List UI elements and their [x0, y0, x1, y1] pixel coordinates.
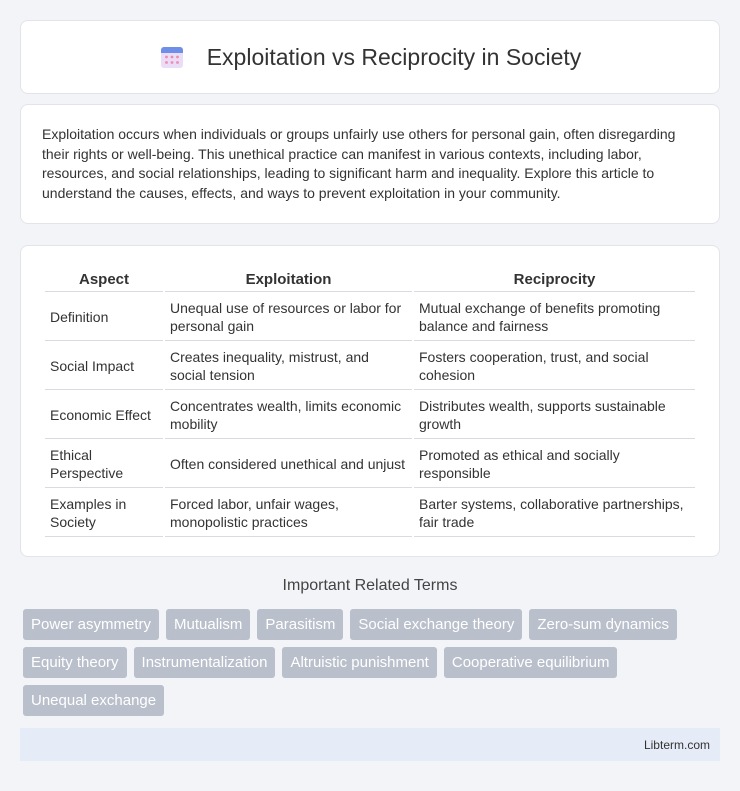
- table-row: [45, 343, 695, 390]
- page-title: Exploitation vs Reciprocity in Society: [206, 43, 582, 70]
- footer: [20, 728, 720, 761]
- table-row: [45, 392, 695, 439]
- related-term-tag[interactable]: Mutualism: [166, 609, 250, 640]
- table-row: [45, 490, 695, 537]
- related-terms-title: Important Related Terms: [282, 577, 458, 594]
- related-term-tag[interactable]: Parasitism: [257, 609, 343, 640]
- column-header-aspect: Aspect: [45, 268, 163, 292]
- table-cell: Distributes wealth, supports sustainable growth: [414, 392, 695, 439]
- table-cell: Promoted as ethical and socially responsible: [414, 441, 695, 488]
- related-term-tag[interactable]: Power asymmetry: [23, 609, 159, 640]
- table-cell: Creates inequality, mistrust, and social tension: [165, 343, 412, 390]
- table-cell: Concentrates wealth, limits economic mobility: [165, 392, 412, 439]
- table-cell: Barter systems, collaborative partnerships, fair trade: [414, 490, 695, 537]
- table-cell: Definition: [45, 294, 163, 341]
- related-terms-list: [23, 609, 723, 716]
- related-term-tag[interactable]: Equity theory: [23, 647, 127, 678]
- comparison-table-card: [20, 245, 720, 557]
- table-cell: Often considered unethical and unjust: [165, 441, 412, 488]
- table-row: [45, 294, 695, 341]
- related-term-tag[interactable]: Unequal exchange: [23, 685, 164, 716]
- header-card: [20, 20, 720, 94]
- related-term-tag[interactable]: Cooperative equilibrium: [444, 647, 618, 678]
- comparison-table: [43, 266, 697, 539]
- table-cell: Examples in Society: [45, 490, 163, 537]
- related-term-tag[interactable]: Social exchange theory: [350, 609, 522, 640]
- table-cell: Fosters cooperation, trust, and social cohesion: [414, 343, 695, 390]
- column-header-reciprocity: Reciprocity: [414, 268, 695, 292]
- table-cell: Mutual exchange of benefits promoting balance and fairness: [414, 294, 695, 341]
- footer-site-link[interactable]: Libterm.com: [643, 737, 710, 752]
- table-cell: Ethical Perspective: [45, 441, 163, 488]
- table-cell: Unequal use of resources or labor for personal gain: [165, 294, 412, 341]
- table-header-row: [45, 268, 695, 292]
- table-cell: Economic Effect: [45, 392, 163, 439]
- intro-text: Exploitation occurs when individuals or groups unfairly use others for personal gain, often disregarding their rights or well-being. This unethical practice can manifest in various contexts, including labor, resources, and social relationships, leading to significant harm and inequality. Explore this article to understand the causes, effects, and ways to prevent exploitation in your community.: [42, 126, 676, 201]
- table-cell: Forced labor, unfair wages, monopolistic practices: [165, 490, 412, 537]
- column-header-exploitation: Exploitation: [165, 268, 412, 292]
- related-term-tag[interactable]: Zero-sum dynamics: [529, 609, 677, 640]
- calendar-grid-icon: [159, 44, 185, 70]
- intro-card: [20, 104, 720, 224]
- table-row: [45, 441, 695, 488]
- related-term-tag[interactable]: Instrumentalization: [134, 647, 276, 678]
- related-term-tag[interactable]: Altruistic punishment: [282, 647, 436, 678]
- table-cell: Social Impact: [45, 343, 163, 390]
